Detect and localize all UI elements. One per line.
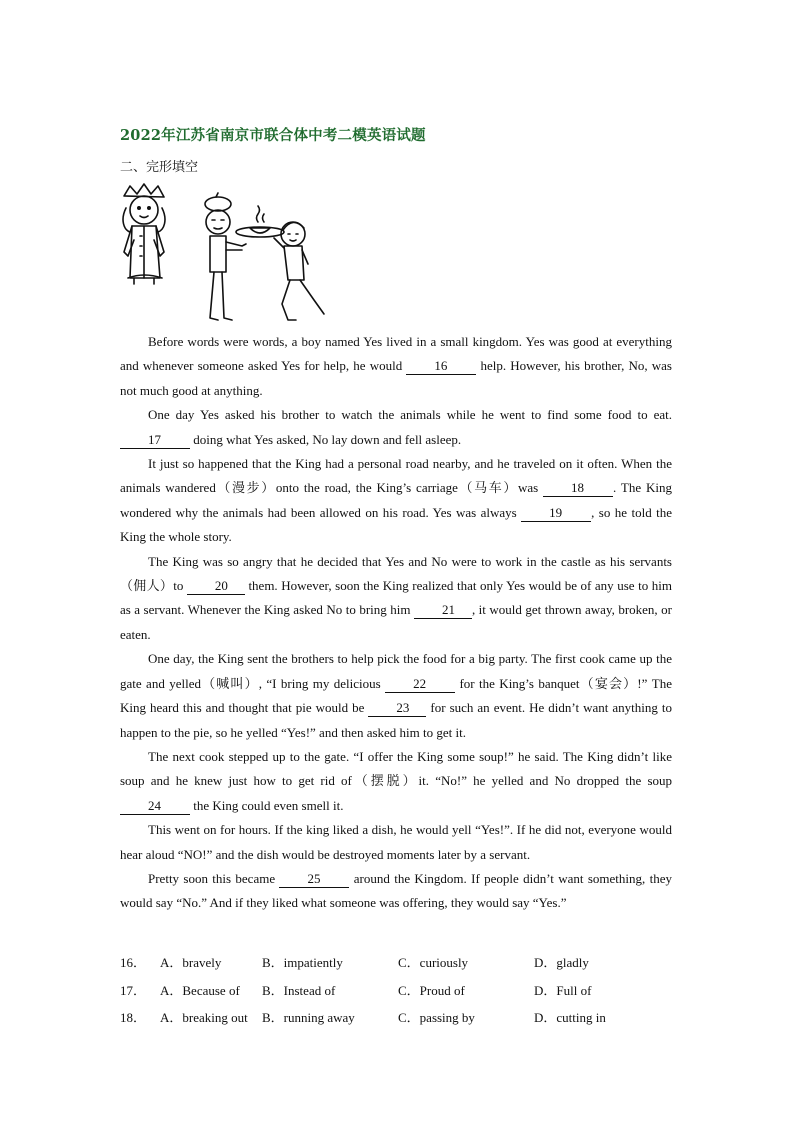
passage-text: The next cook stepped up to the gate. “I offer the King some soup!” he said. The King didn’t like soup and he knew just how to get rid of（摆脱）it. “No!” he yelled and No dropped the soup (120, 748, 672, 789)
passage-text: , it would get thrown away, broken, or eaten. (120, 602, 672, 642)
option-b[interactable]: B．Instead of (262, 982, 336, 998)
question-number: 16． (120, 955, 147, 971)
passage-text: , so he told the King the whole story. (120, 504, 672, 545)
blank-23[interactable]: 23 (368, 700, 426, 717)
blank-16[interactable]: 16 (406, 358, 476, 375)
blank-25[interactable]: 25 (279, 871, 349, 888)
passage-text: doing what Yes asked, No lay down and fell asleep. (190, 431, 462, 447)
passage-paragraph (120, 330, 672, 403)
passage-paragraph (120, 818, 672, 867)
passage-text: around the Kingdom. If people didn’t want something, they would say “No.” And if they liked what someone was offering, they would say “Yes.” (120, 870, 672, 911)
passage-text: for such an event. He didn’t want anything to happen to the pie, so he yelled “Yes!” and then asked him to get it. (120, 700, 672, 740)
option-a[interactable]: A．Because of (160, 982, 240, 998)
passage-paragraph (120, 867, 672, 916)
section-heading: 二、完形填空 (120, 160, 199, 175)
passage-paragraph (120, 647, 672, 745)
blank-20[interactable]: 20 (187, 578, 245, 595)
answer-options (120, 948, 670, 1031)
passage-paragraph (120, 452, 672, 550)
option-row-16 (120, 948, 670, 976)
passage-text: Pretty soon this became (148, 870, 280, 886)
question-number: 18． (120, 1010, 147, 1026)
option-row-17 (120, 976, 670, 1004)
question-number: 17． (120, 982, 147, 998)
blank-17[interactable]: 17 (120, 432, 190, 449)
passage-text: for the King’s banquet（宴会）!” The King heard this and thought that pie would be (120, 675, 672, 716)
option-a[interactable]: A．breaking out (160, 1010, 248, 1026)
passage-text: It just so happened that the King had a personal road nearby, and he traveled on it often. When the animals wandered（漫步）onto the road, the King’s carriage（马车）was (120, 456, 672, 496)
option-c[interactable]: C．Proud of (398, 982, 465, 998)
passage-text: help. However, his brother, No, was not much good at anything. (120, 358, 672, 398)
passage-paragraph (120, 403, 672, 452)
option-a[interactable]: A．bravely (160, 955, 222, 971)
passage-text: . The King wondered why the animals had been allowed on his road. Yes was always (120, 480, 672, 520)
passage-text: Before words were words, a boy named Yes lived in a small kingdom. Yes was good at everything and whenever someone asked Yes for help, he would (120, 334, 672, 374)
blank-22[interactable]: 22 (385, 676, 455, 693)
blank-21[interactable]: 21 (414, 602, 472, 619)
page-title: 2022年江苏省南京市联合体中考二模英语试题 (120, 127, 426, 144)
blank-24[interactable]: 24 (120, 798, 190, 815)
king-and-servants-illustration (118, 180, 333, 325)
passage-text: them. However, soon the King realized that only Yes would be of any use to him as a servant. Whenever the King asked No to bring him (120, 578, 673, 618)
option-row-18 (120, 1003, 670, 1031)
passage-text: This went on for hours. If the king liked a dish, he would yell “Yes!”. If he did not, everyone would hear aloud “NO!” and the dish would be destroyed moments later by a servant. (120, 822, 672, 862)
option-b[interactable]: B．impatiently (262, 955, 343, 971)
option-d[interactable]: D．cutting in (534, 1010, 606, 1026)
option-c[interactable]: C．passing by (398, 1010, 475, 1026)
option-b[interactable]: B．running away (262, 1010, 355, 1026)
passage-paragraph (120, 550, 672, 648)
passage-text: The King was so angry that he decided that Yes and No were to work in the castle as his servants（佣人）to (120, 553, 672, 594)
option-c[interactable]: C．curiously (398, 955, 469, 971)
option-d[interactable]: D．Full of (534, 982, 592, 998)
passage-paragraph (120, 745, 672, 818)
blank-18[interactable]: 18 (543, 480, 613, 497)
passage-text: One day, the King sent the brothers to help pick the food for a big party. The first cook came up the gate and yelled（喊叫）, “I bring my delicious (120, 651, 672, 691)
blank-19[interactable]: 19 (521, 505, 591, 522)
option-d[interactable]: D．gladly (534, 955, 589, 971)
passage-text: One day Yes asked his brother to watch the animals while he went to find some food to eat. (148, 407, 672, 423)
cloze-passage (120, 330, 672, 916)
passage-text: the King could even smell it. (190, 797, 344, 813)
